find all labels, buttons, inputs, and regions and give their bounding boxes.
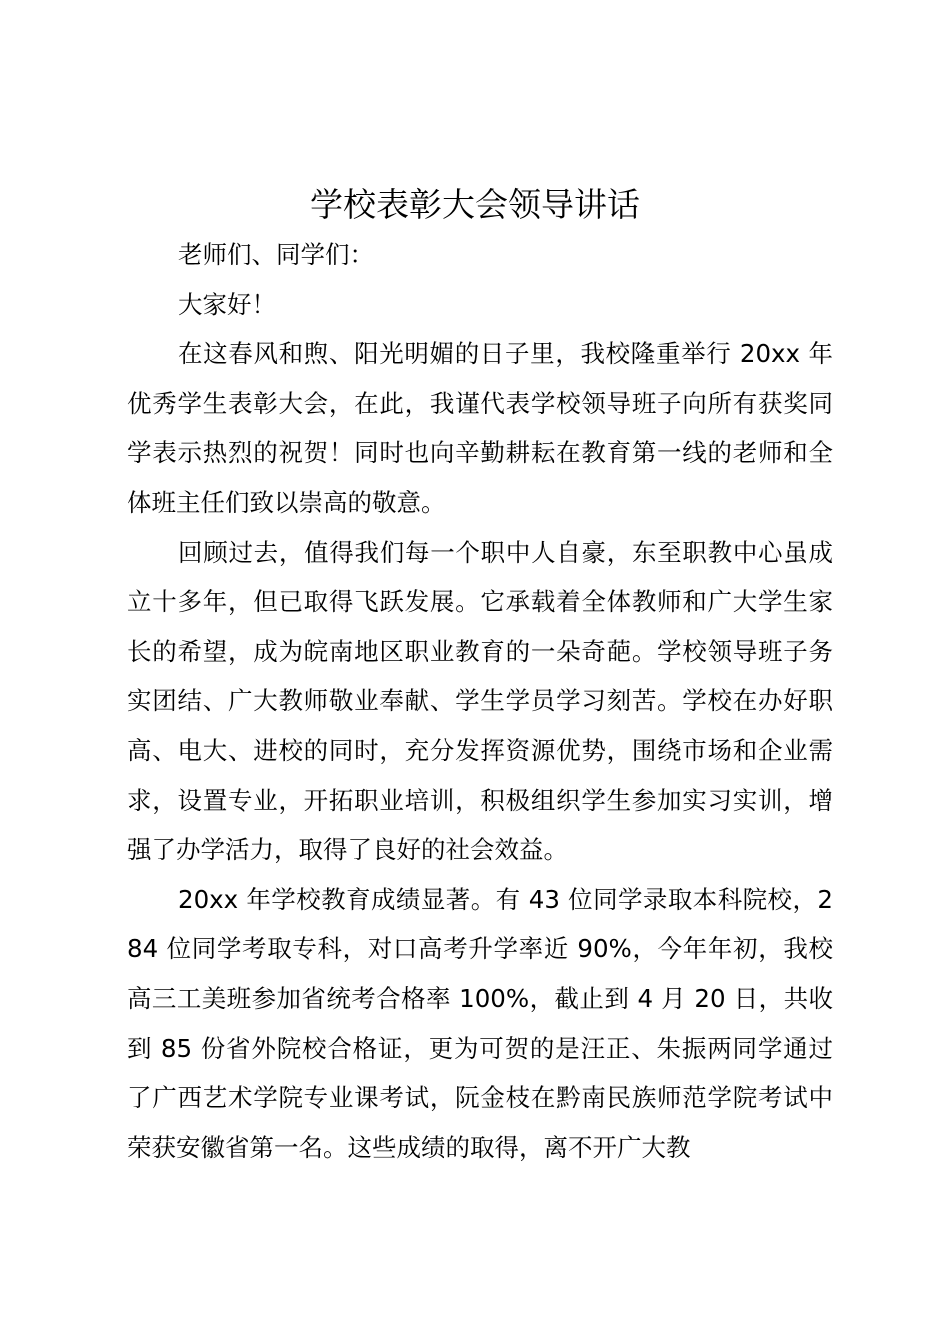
salutation: 老师们、同学们： <box>178 240 374 269</box>
document-body <box>127 230 833 1172</box>
paragraph-3: 20xx 年学校教育成绩显著。有 43 位同学录取本科院校，284 位同学考取专科，对口高考升学率近 90%，今年年初，我校高三工美班参加省统考合格率 100%，截止到 4 月 20 日，共收到 85 份省外院校合格证，更为可贺的是汪正、朱振两同学通过了广西艺术学院专业课考试，阮金枝在黔南民族师范学院考试中荣获安徽省第一名。这些成绩的取得，离不开广大教 <box>127 884 833 1162</box>
document-title: 学校表彰大会领导讲话 <box>310 185 640 224</box>
greeting: 大家好！ <box>178 289 276 319</box>
paragraph-1: 在这春风和煦、阳光明媚的日子里，我校隆重举行 20xx 年优秀学生表彰大会，在此，我谨代表学校领导班子向所有获奖同学表示热烈的祝贺！同时也向辛勤耕耘在教育第一线的老师和全体班主任们致以崇高的敬意。 <box>127 339 833 517</box>
paragraph-2: 回顾过去，值得我们每一个职中人自豪，东至职教中心虽成立十多年，但已取得飞跃发展。它承载着全体教师和广大学生家长的希望，成为皖南地区职业教育的一朵奇葩。学校领导班子务实团结、广大教师敬业奉献、学生学员学习刻苦。学校在办好职高、电大、进校的同时，充分发挥资源优势，围绕市场和企业需求，设置专业，开拓职业培训，积极组织学生参加实习实训，增强了办学活力，取得了良好的社会效益。 <box>127 537 833 865</box>
